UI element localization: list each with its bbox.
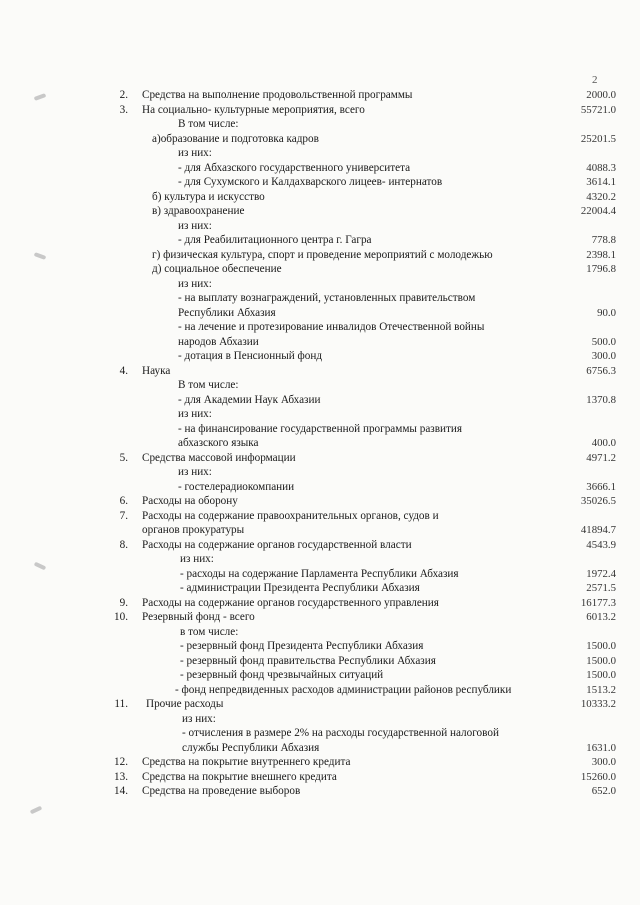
list-item xyxy=(0,596,640,611)
item-label: из них: xyxy=(178,277,212,290)
item-amount: 4320.2 xyxy=(586,190,616,203)
item-label: - резервный фонд чрезвычайных ситуаций xyxy=(180,669,384,681)
list-item xyxy=(0,422,640,437)
item-label: Республики Абхазия xyxy=(178,306,276,319)
item-label: органов прокуратуры xyxy=(142,524,245,536)
item-amount: 41894.7 xyxy=(580,524,616,536)
item-amount: 1500.0 xyxy=(586,654,616,667)
item-label: из них: xyxy=(178,408,212,420)
item-amount: 2571.5 xyxy=(586,582,616,594)
item-number: 12. xyxy=(114,756,128,768)
item-amount: 90.0 xyxy=(597,306,616,319)
item-label: - отчисления в размере 2% на расходы государственной налоговой xyxy=(182,727,499,739)
item-amount: 10333.2 xyxy=(580,698,616,710)
list-item xyxy=(0,668,640,683)
item-amount: 400.0 xyxy=(591,437,616,449)
item-label: а)образование и подготовка кадров xyxy=(152,132,319,145)
item-amount: 300.0 xyxy=(591,756,616,768)
list-item xyxy=(0,88,640,103)
list-item xyxy=(0,625,640,640)
item-amount: 22004.4 xyxy=(580,205,616,217)
list-item xyxy=(0,712,640,727)
item-label: В том числе: xyxy=(178,379,239,391)
item-amount: 3614.1 xyxy=(586,176,616,188)
list-item xyxy=(0,190,640,205)
list-item xyxy=(0,393,640,408)
item-label: - администрации Президента Республики Абхазия xyxy=(180,582,420,594)
list-item xyxy=(0,146,640,161)
item-number: 3. xyxy=(119,103,128,116)
item-number: 11. xyxy=(114,698,128,710)
item-label: в том числе: xyxy=(180,625,239,638)
list-item xyxy=(0,523,640,538)
item-label: из них: xyxy=(178,219,212,232)
item-label: - на финансирование государственной программы развития xyxy=(178,422,463,435)
list-item xyxy=(0,161,640,176)
item-amount: 1370.8 xyxy=(586,393,616,406)
item-amount: 300.0 xyxy=(591,350,616,362)
item-label: - дотация в Пенсионный фонд xyxy=(178,350,323,362)
item-label: в) здравоохранение xyxy=(152,205,245,217)
item-label: Расходы на содержание правоохранительных органов, судов и xyxy=(142,509,439,522)
list-item xyxy=(0,233,640,248)
list-item xyxy=(0,349,640,364)
item-amount: 1972.4 xyxy=(586,567,616,580)
item-amount: 6756.3 xyxy=(586,364,616,377)
item-label: - на лечение и протезирование инвалидов Отечественной войны xyxy=(178,321,485,333)
item-number: 10. xyxy=(114,611,128,623)
item-amount: 2000.0 xyxy=(586,89,616,101)
list-item xyxy=(0,378,640,393)
list-item xyxy=(0,581,640,596)
item-number: 5. xyxy=(119,451,128,464)
item-label: - для Реабилитационного центра г. Гагра xyxy=(178,234,372,246)
item-label: На социально- культурные мероприятия, всего xyxy=(142,103,365,116)
list-item xyxy=(0,364,640,379)
item-label: Расходы на содержание органов государственной власти xyxy=(142,538,412,551)
item-label: Прочие расходы xyxy=(146,698,224,710)
list-item xyxy=(0,335,640,350)
list-item xyxy=(0,538,640,553)
item-label: Средства массовой информации xyxy=(142,451,296,464)
item-label: - резервный фонд правительства Республики Абхазия xyxy=(180,654,436,667)
item-amount: 1500.0 xyxy=(586,669,616,681)
list-item xyxy=(0,552,640,567)
item-number: 8. xyxy=(119,538,128,551)
item-number: 9. xyxy=(119,596,128,609)
list-item xyxy=(0,770,640,785)
list-item xyxy=(0,726,640,741)
item-amount: 1513.2 xyxy=(586,683,616,696)
list-item xyxy=(0,219,640,234)
list-item xyxy=(0,755,640,770)
list-item xyxy=(0,451,640,466)
item-label: Расходы на оборону xyxy=(142,495,238,507)
item-number: 7. xyxy=(119,509,128,522)
item-label: Наука xyxy=(142,364,171,377)
item-number: 4. xyxy=(119,364,128,377)
item-label: из них: xyxy=(182,712,216,725)
list-item xyxy=(0,683,640,698)
list-item xyxy=(0,306,640,321)
item-label: Средства на выполнение продовольственной программы xyxy=(142,89,413,101)
list-item xyxy=(0,277,640,292)
budget-expense-list xyxy=(0,88,640,799)
list-item xyxy=(0,509,640,524)
list-item xyxy=(0,204,640,219)
list-item xyxy=(0,639,640,654)
list-item xyxy=(0,784,640,799)
item-amount: 2398.1 xyxy=(586,248,616,261)
item-label: - для Академии Наук Абхазии xyxy=(178,393,321,406)
item-number: 13. xyxy=(114,770,128,783)
item-amount: 4971.2 xyxy=(586,451,616,464)
item-label: службы Республики Абхазия xyxy=(182,741,320,754)
item-label: из них: xyxy=(180,553,214,565)
list-item xyxy=(0,567,640,582)
list-item xyxy=(0,741,640,756)
item-label: Средства на покрытие внешнего кредита xyxy=(142,770,337,783)
list-item xyxy=(0,291,640,306)
list-item xyxy=(0,465,640,480)
item-amount: 4543.9 xyxy=(586,538,616,551)
item-label: народов Абхазии xyxy=(178,335,259,348)
item-label: Средства на покрытие внутреннего кредита xyxy=(142,756,351,768)
list-item xyxy=(0,697,640,712)
item-label: - на выплату вознаграждений, установленных правительством xyxy=(178,292,476,304)
list-item xyxy=(0,494,640,509)
item-label: абхазского языка xyxy=(178,437,259,449)
item-label: - гостелерадиокомпании xyxy=(178,480,295,493)
list-item xyxy=(0,654,640,669)
list-item xyxy=(0,407,640,422)
item-label: Резервный фонд - всего xyxy=(142,611,255,623)
item-amount: 1796.8 xyxy=(586,263,616,275)
item-number: 6. xyxy=(119,495,128,507)
list-item xyxy=(0,103,640,118)
list-item xyxy=(0,117,640,132)
item-label: из них: xyxy=(178,466,212,478)
item-number: 14. xyxy=(114,785,128,797)
item-label: Средства на проведение выборов xyxy=(142,785,301,797)
item-label: из них: xyxy=(178,147,212,159)
list-item xyxy=(0,248,640,263)
item-label: - для Абхазского государственного университета xyxy=(178,161,411,174)
item-amount: 55721.0 xyxy=(580,103,616,116)
punch-hole-mark-4 xyxy=(30,806,43,815)
list-item xyxy=(0,132,640,147)
item-label: - фонд непредвиденных расходов администрации районов республики xyxy=(175,683,512,696)
item-amount: 652.0 xyxy=(591,785,616,797)
item-amount: 500.0 xyxy=(591,335,616,348)
item-label: Расходы на содержание органов государственного управления xyxy=(142,596,439,609)
item-amount: 1631.0 xyxy=(586,741,616,754)
item-amount: 35026.5 xyxy=(580,495,616,507)
list-item xyxy=(0,610,640,625)
list-item xyxy=(0,480,640,495)
list-item xyxy=(0,436,640,451)
item-label: - расходы на содержание Парламента Республики Абхазия xyxy=(180,567,459,580)
item-label: - для Сухумского и Калдахварского лицеев- интернатов xyxy=(178,176,443,188)
item-label: б) культура и искусство xyxy=(152,190,265,203)
item-amount: 3666.1 xyxy=(586,480,616,493)
item-amount: 15260.0 xyxy=(580,770,616,783)
list-item xyxy=(0,262,640,277)
item-number: 2. xyxy=(119,89,128,101)
item-amount: 1500.0 xyxy=(586,640,616,652)
item-amount: 6013.2 xyxy=(586,611,616,623)
page-number: 2 xyxy=(592,74,598,86)
item-label: В том числе: xyxy=(178,118,239,130)
item-amount: 25201.5 xyxy=(580,132,616,145)
list-item xyxy=(0,175,640,190)
item-amount: 4088.3 xyxy=(586,161,616,174)
item-label: г) физическая культура, спорт и проведение мероприятий с молодежью xyxy=(152,248,493,261)
item-label: - резервный фонд Президента Республики Абхазия xyxy=(180,640,424,652)
item-amount: 778.8 xyxy=(591,234,616,246)
list-item xyxy=(0,320,640,335)
item-amount: 16177.3 xyxy=(580,596,616,609)
item-label: д) социальное обеспечение xyxy=(152,263,282,275)
